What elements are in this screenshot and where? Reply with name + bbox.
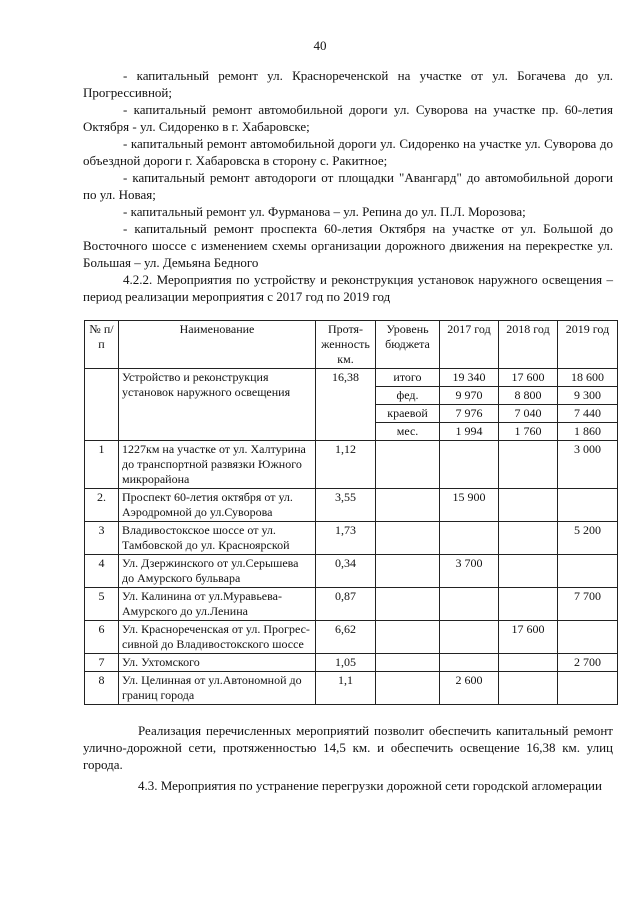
table-row xyxy=(85,672,618,705)
value-2018 xyxy=(499,588,558,621)
row-level xyxy=(376,588,440,621)
row-num: 6 xyxy=(85,621,119,654)
budget-level: итого xyxy=(376,369,440,387)
lighting-table xyxy=(84,320,618,705)
value-2017: 15 900 xyxy=(440,489,499,522)
page-number: 40 xyxy=(313,38,327,53)
list-item: - капитальный ремонт автодороги от площадки "Авангард" до автомобильной дороги по ул. Новая; xyxy=(83,170,613,202)
table-header-row xyxy=(85,321,618,369)
row-name: Владивостокское шоссе от ул. Тамбовской до ул. Красноярской xyxy=(119,522,316,555)
value-2018 xyxy=(499,522,558,555)
list-item: - капитальный ремонт ул. Фурманова – ул. Репина до ул. П.Л. Морозова; xyxy=(123,204,526,219)
header-2019: 2019 год xyxy=(558,321,618,369)
row-level xyxy=(376,621,440,654)
row-num: 8 xyxy=(85,672,119,705)
header-level: Уровень бюджета xyxy=(376,321,440,369)
value-2019: 7 440 xyxy=(558,405,618,423)
header-length: Протя-женность км. xyxy=(316,321,376,369)
table-row xyxy=(85,654,618,672)
value-2017: 7 976 xyxy=(440,405,499,423)
value-2019 xyxy=(558,621,618,654)
value-2018 xyxy=(499,672,558,705)
row-length: 0,87 xyxy=(316,588,376,621)
row-length: 3,55 xyxy=(316,489,376,522)
value-2019: 5 200 xyxy=(558,522,618,555)
summary-num xyxy=(85,369,119,441)
value-2019: 2 700 xyxy=(558,654,618,672)
summary-name: Устройство и реконструкция установок наружного освещения xyxy=(119,369,316,441)
row-name: Ул. Ухтомского xyxy=(119,654,316,672)
value-2017 xyxy=(440,654,499,672)
list-item: - капитальный ремонт ул. Краснореченской на участке от ул. Богачева до ул. Прогрессивной; xyxy=(83,68,613,100)
conclusion-paragraph: Реализация перечисленных мероприятий позволит обеспечить капитальный ремонт улично-дорожной сети, протяженностью 14,5 км. и обеспечить освещение 16,38 км. улиц города. xyxy=(83,723,613,772)
value-2019: 18 600 xyxy=(558,369,618,387)
value-2018 xyxy=(499,441,558,489)
row-num: 2. xyxy=(85,489,119,522)
summary-length: 16,38 xyxy=(316,369,376,441)
row-name: Ул. Целинная от ул.Автономной до границ города xyxy=(119,672,316,705)
summary-row xyxy=(85,369,618,387)
value-2018 xyxy=(499,489,558,522)
list-item: - капитальный ремонт проспекта 60-летия Октября на участке от ул. Большой до Восточного шоссе с изменением схемы организации дорожного движения на перекрестке ул. Большая – ул. Демьяна Бедного xyxy=(83,221,613,270)
row-num: 3 xyxy=(85,522,119,555)
row-level xyxy=(376,522,440,555)
value-2018 xyxy=(499,555,558,588)
row-level xyxy=(376,489,440,522)
row-length: 1,05 xyxy=(316,654,376,672)
row-length: 1,12 xyxy=(316,441,376,489)
value-2019 xyxy=(558,555,618,588)
row-name: Ул. Калинина от ул.Муравьева-Амурского до ул.Ленина xyxy=(119,588,316,621)
row-num: 4 xyxy=(85,555,119,588)
value-2017 xyxy=(440,441,499,489)
list-item: - капитальный ремонт автомобильной дороги ул. Сидоренко на участке ул. Суворова до объездной дороги г. Хабаровска в сторону с. Ракитное; xyxy=(83,136,613,168)
row-length: 6,62 xyxy=(316,621,376,654)
value-2018: 7 040 xyxy=(499,405,558,423)
row-num: 1 xyxy=(85,441,119,489)
table-row xyxy=(85,588,618,621)
header-name: Наименование xyxy=(119,321,316,369)
value-2017: 1 994 xyxy=(440,423,499,441)
row-num: 7 xyxy=(85,654,119,672)
row-length: 1,1 xyxy=(316,672,376,705)
row-level xyxy=(376,441,440,489)
value-2017: 2 600 xyxy=(440,672,499,705)
intro-section xyxy=(83,67,613,305)
table-row xyxy=(85,441,618,489)
budget-level: мес. xyxy=(376,423,440,441)
row-length: 1,73 xyxy=(316,522,376,555)
row-num: 5 xyxy=(85,588,119,621)
row-level xyxy=(376,672,440,705)
row-name: 1227км на участке от ул. Халтурина до транспортной развязки Южного микрорайона xyxy=(119,441,316,489)
row-name: Ул. Краснореченская от ул. Прогрес-сивной до Владивостокского шоссе xyxy=(119,621,316,654)
value-2018: 17 600 xyxy=(499,369,558,387)
value-2019 xyxy=(558,489,618,522)
header-num: № п/п xyxy=(85,321,119,369)
value-2017: 3 700 xyxy=(440,555,499,588)
budget-level: фед. xyxy=(376,387,440,405)
row-length: 0,34 xyxy=(316,555,376,588)
value-2019: 7 700 xyxy=(558,588,618,621)
row-level xyxy=(376,555,440,588)
value-2019: 3 000 xyxy=(558,441,618,489)
header-2017: 2017 год xyxy=(440,321,499,369)
value-2018: 17 600 xyxy=(499,621,558,654)
table-row xyxy=(85,489,618,522)
value-2018: 8 800 xyxy=(499,387,558,405)
conclusion-section xyxy=(83,722,613,794)
value-2017 xyxy=(440,588,499,621)
section-heading: 4.2.2. Мероприятия по устройству и реконструкция установок наружного освещения – период реализации мероприятия с 2017 год по 2019 год xyxy=(83,272,613,304)
value-2017 xyxy=(440,621,499,654)
list-item: - капитальный ремонт автомобильной дороги ул. Суворова на участке пр. 60-летия Октября - ул. Сидоренко в г. Хабаровске; xyxy=(83,102,613,134)
next-section-heading: 4.3. Мероприятия по устранение перегрузки дорожной сети городской агломерации xyxy=(138,778,602,793)
table-row xyxy=(85,621,618,654)
row-name: Проспект 60-летия октября от ул. Аэродромной до ул.Суворова xyxy=(119,489,316,522)
value-2018: 1 760 xyxy=(499,423,558,441)
value-2019: 9 300 xyxy=(558,387,618,405)
table-row xyxy=(85,522,618,555)
value-2019 xyxy=(558,672,618,705)
row-name: Ул. Дзержинского от ул.Серышева до Амурского бульвара xyxy=(119,555,316,588)
budget-level: краевой xyxy=(376,405,440,423)
value-2018 xyxy=(499,654,558,672)
value-2017: 9 970 xyxy=(440,387,499,405)
row-level xyxy=(376,654,440,672)
header-2018: 2018 год xyxy=(499,321,558,369)
value-2019: 1 860 xyxy=(558,423,618,441)
table-row xyxy=(85,555,618,588)
value-2017 xyxy=(440,522,499,555)
value-2017: 19 340 xyxy=(440,369,499,387)
